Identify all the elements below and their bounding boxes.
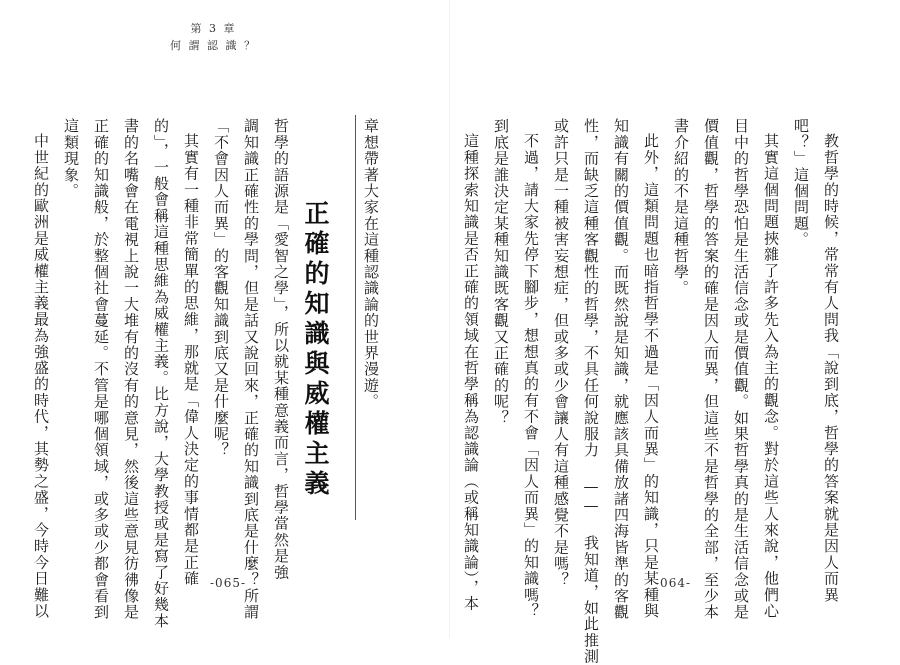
text-column: 其實有一種非常簡單的思維，那就是「偉人決定的事情都是正確: [182, 133, 200, 587]
text-column: 或許只是一種被害妄想症，但或多或少會讓人有這種感覺不是嗎？: [552, 118, 570, 588]
text-column: 知識有關的價值觀。而既然說是知識，就應該具備放諸四海皆準的客觀: [612, 118, 630, 621]
text-column: 這類現象。: [62, 118, 80, 199]
section-heading: 正確的知識與威權主義: [301, 200, 330, 500]
text-column: 價值觀，哲學的答案的確是因人而異，但這些不是哲學的全部，至少本: [702, 118, 720, 621]
text-column: 中世紀的歐洲是威權主義最為強盛的時代，其勢之盛，今時今日難以: [32, 133, 50, 619]
text-column: 到底是誰決定某種知識既客觀又正確的呢？: [492, 118, 510, 426]
text-column: 性，而缺乏這種客觀性的哲學，不具任何說服力 —— 我知道，如此推測: [582, 118, 600, 665]
text-column: 教哲學的時候，常常有人問我「說到底，哲學的答案就是因人而異: [822, 133, 840, 603]
text-column: 吧？」這個問題。: [792, 118, 810, 248]
running-head-title: 何 謂 認 識 ？: [170, 39, 257, 52]
text-column: 其實這個問題挾雜了許多先入為主的觀念。對於這些人來說，他們心: [762, 133, 780, 619]
page-number: -064-: [655, 576, 692, 590]
running-head: [170, 20, 257, 54]
page-number: -065-: [210, 576, 247, 590]
text-column: 正確的知識般，於整個社會蔓延。不管是哪個領域，或多或少都會看到: [92, 118, 110, 621]
text-column: 這種探索知識是否正確的領域在哲學稱為認識論（或稱知識論），本: [462, 133, 480, 612]
running-head-chapter: 第 3 章: [190, 22, 237, 35]
text-column: 調知識正確性的學問，但是話又說回來，正確的知識到底是什麼？所謂: [242, 118, 260, 621]
text-column: 章想帶著大家在這種認識論的世界漫遊。: [362, 118, 380, 410]
text-column: 不過，請大家先停下腳步，想想真的有不會「因人而異」的知識嗎？: [522, 133, 540, 619]
text-column: 哲學的語源是「愛智之學」，所以就某種意義而言，哲學當然是強: [272, 118, 290, 581]
text-column: 書的名嘴會在電視上說一大堆有的沒有的意見，然後這些意見彷彿像是: [122, 118, 140, 621]
right-page: [450, 0, 900, 665]
text-column: 目中的哲學恐怕是生活信念或是價值觀。如果哲學真的是生活信念或是: [732, 118, 750, 621]
left-page: [0, 0, 450, 638]
text-column: 此外，這類問題也暗指哲學不過是「因人而異」的知識，只是某種與: [642, 133, 660, 619]
text-column: 「不會因人而異」的客觀知識到底又是什麼呢？: [212, 118, 230, 459]
text-column: 書介紹的不是這種哲學。: [672, 118, 690, 297]
text-column: 的」，一般會稱這種思維為威權主義。比方說，大學教授或是寫了好幾本: [152, 118, 170, 629]
section-divider: [355, 115, 356, 520]
